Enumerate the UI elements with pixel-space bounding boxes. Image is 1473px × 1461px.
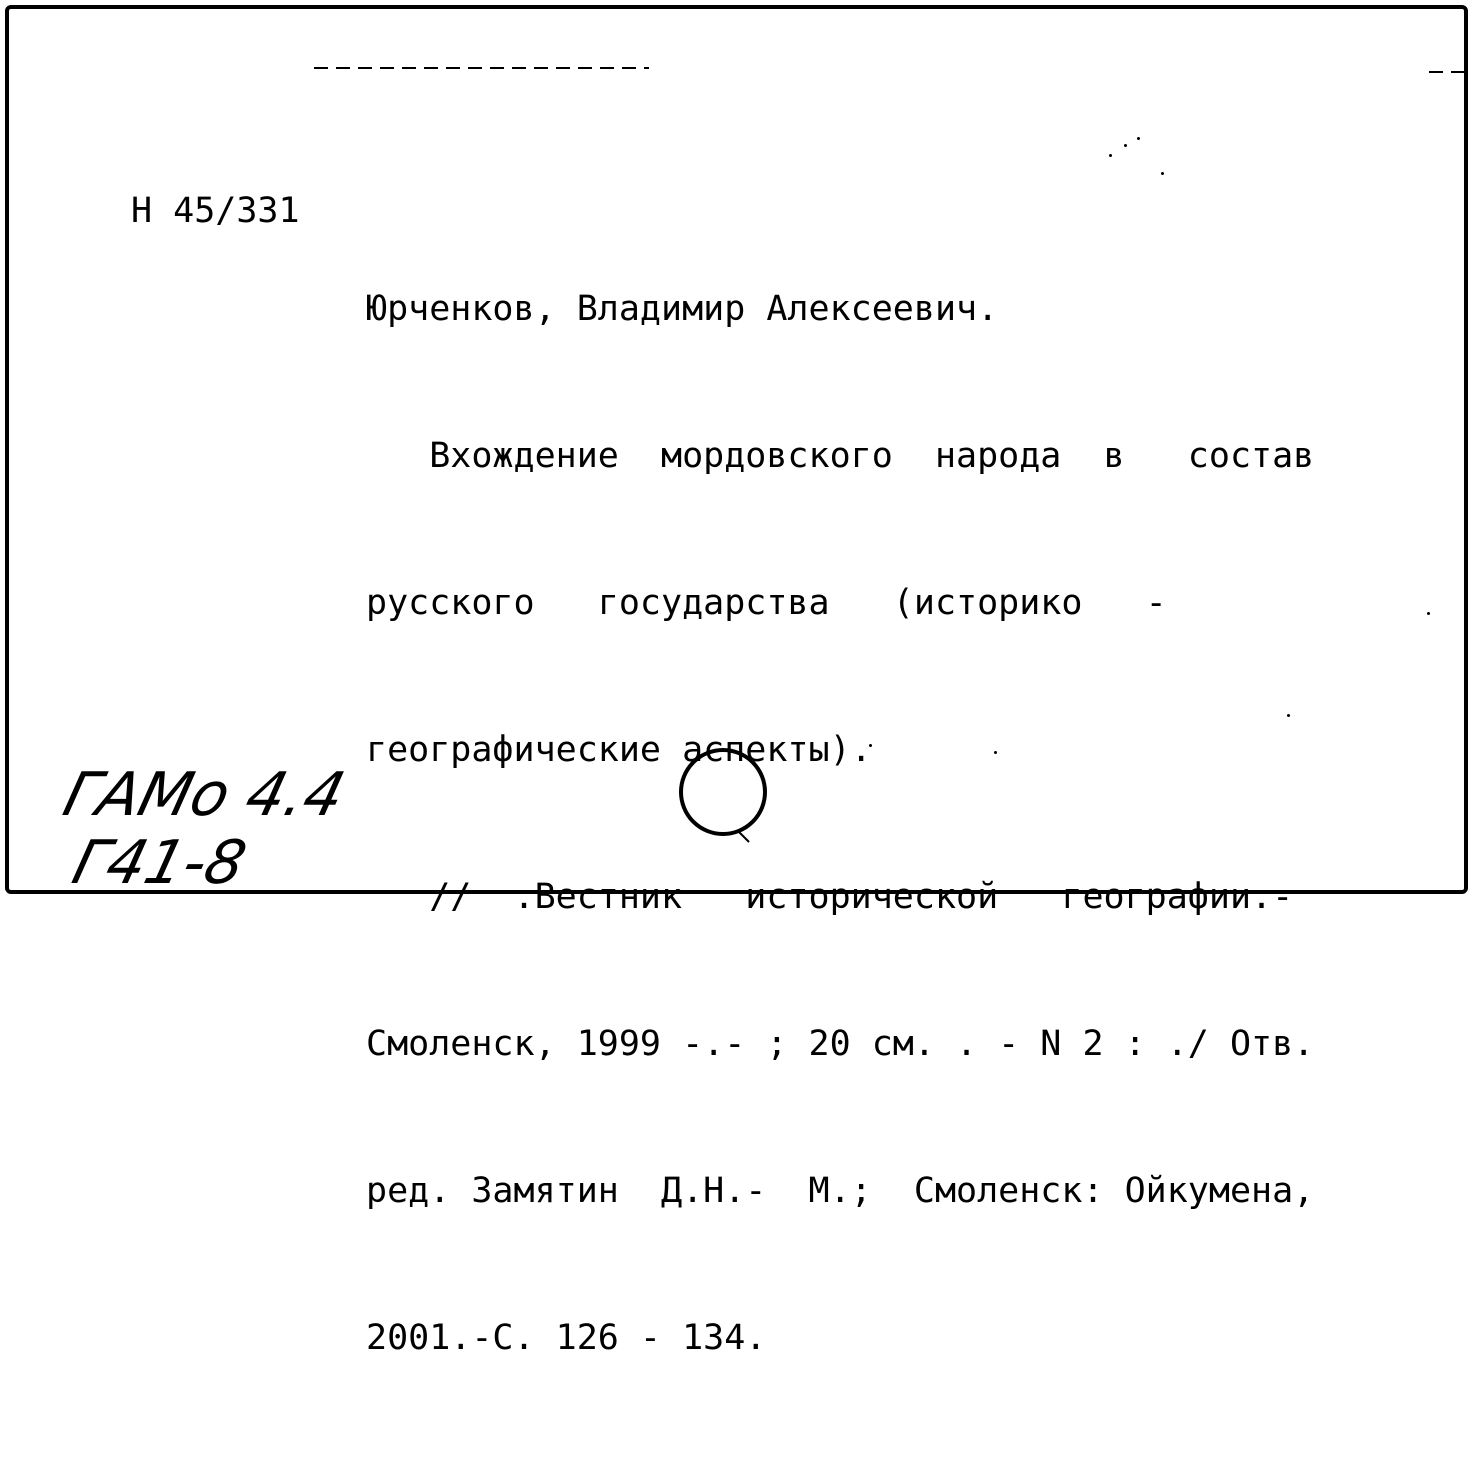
scan-speck (1109, 154, 1112, 157)
entry-line: Вхождение мордовского народа в состав (366, 436, 1315, 476)
handwritten-note (56, 757, 352, 898)
handwritten-note-line-1: ГАМо 4.4 (56, 759, 352, 830)
scan-speck (1161, 172, 1164, 175)
entry-line: русского государства (историко - (366, 583, 1167, 623)
handwritten-note-line-2: Г41-8 (65, 827, 253, 898)
scan-speck (1427, 612, 1430, 615)
entry-line: географические аспекты). (366, 730, 872, 770)
bibliographic-entry (366, 187, 1314, 1461)
catalog-card (5, 5, 1468, 1358)
scan-speck (1137, 137, 1140, 140)
entry-line-author: Юрченков, Владимир Алексеевич. (366, 289, 999, 329)
scan-speck (1124, 144, 1127, 147)
card-punch-hole (677, 746, 773, 846)
entry-line: ред. Замятин Д.Н.- М.; Смоленск: Ойкумена, (366, 1171, 1315, 1211)
scan-dash-top (314, 67, 649, 69)
scan-dash-right (1429, 71, 1464, 73)
entry-line: // .Вестник исторической географии.- (366, 877, 1294, 917)
shelfmark: Н 45/331 (131, 191, 300, 231)
entry-line: 2001.-С. 126 - 134. (366, 1318, 767, 1358)
entry-line: Смоленск, 1999 -.- ; 20 см. . - N 2 : ./ Отв. (366, 1024, 1315, 1064)
